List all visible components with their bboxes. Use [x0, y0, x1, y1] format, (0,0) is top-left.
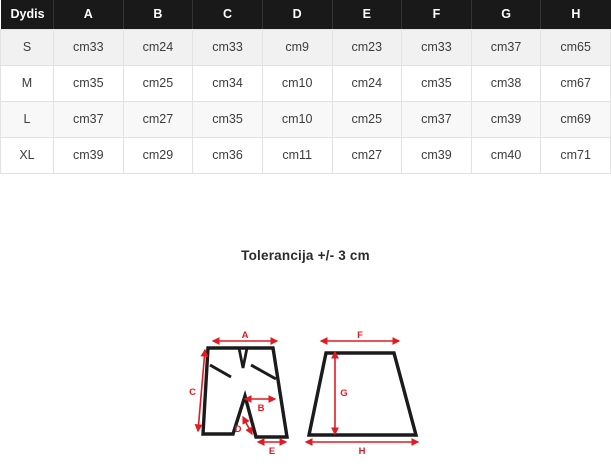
- value-cell: cm40: [471, 137, 541, 173]
- measure-label-g: G: [340, 387, 348, 399]
- value-cell: cm37: [54, 101, 124, 137]
- value-cell: cm35: [54, 65, 124, 101]
- panel-outline: [309, 353, 416, 435]
- value-cell: cm39: [471, 101, 541, 137]
- panel-figure: [306, 330, 418, 457]
- size-measurement-diagram: [188, 327, 423, 463]
- value-cell: cm10: [262, 101, 332, 137]
- value-cell: cm71: [541, 137, 611, 173]
- value-cell: cm39: [54, 137, 124, 173]
- measure-label-c: C: [189, 386, 196, 398]
- header-cell-e: E: [332, 0, 402, 29]
- value-cell: cm65: [541, 29, 611, 65]
- value-cell: cm37: [471, 29, 541, 65]
- value-cell: cm67: [541, 65, 611, 101]
- size-cell: L: [1, 101, 54, 137]
- tolerance-note: Tolerancija +/- 3 cm: [241, 247, 370, 263]
- table-row-m: [1, 65, 611, 101]
- shorts-fly-line: [239, 348, 247, 368]
- header-cell-b: B: [123, 0, 193, 29]
- table-row-l: [1, 101, 611, 137]
- header-cell-c: C: [193, 0, 263, 29]
- value-cell: cm33: [402, 29, 472, 65]
- shorts-right-pocket-line: [251, 365, 276, 379]
- header-cell-d: D: [262, 0, 332, 29]
- measure-label-b: B: [257, 402, 265, 414]
- size-cell: XL: [1, 137, 54, 173]
- value-cell: cm9: [262, 29, 332, 65]
- value-cell: cm24: [123, 29, 193, 65]
- value-cell: cm33: [54, 29, 124, 65]
- measure-label-h: H: [358, 445, 366, 457]
- value-cell: cm37: [402, 101, 472, 137]
- measure-label-e: E: [268, 445, 276, 457]
- value-cell: cm27: [332, 137, 402, 173]
- header-cell-g: G: [471, 0, 541, 29]
- header-cell-a: A: [54, 0, 124, 29]
- size-chart-table: [0, 0, 611, 174]
- value-cell: cm25: [332, 101, 402, 137]
- header-cell-h: H: [541, 0, 611, 29]
- header-cell-f: F: [402, 0, 472, 29]
- measure-label-a: A: [241, 329, 249, 341]
- table-row-s: [1, 29, 611, 65]
- value-cell: cm11: [262, 137, 332, 173]
- value-cell: cm24: [332, 65, 402, 101]
- value-cell: cm34: [193, 65, 263, 101]
- value-cell: cm10: [262, 65, 332, 101]
- value-cell: cm33: [193, 29, 263, 65]
- size-chart-header: [1, 0, 611, 29]
- shorts-left-pocket-line: [210, 365, 231, 377]
- measure-label-f: F: [357, 329, 363, 341]
- value-cell: cm35: [193, 101, 263, 137]
- size-cell: S: [1, 29, 54, 65]
- value-cell: cm29: [123, 137, 193, 173]
- value-cell: cm23: [332, 29, 402, 65]
- value-cell: cm36: [193, 137, 263, 173]
- value-cell: cm25: [123, 65, 193, 101]
- value-cell: cm27: [123, 101, 193, 137]
- header-cell-dydis: Dydis: [1, 0, 54, 29]
- value-cell: cm38: [471, 65, 541, 101]
- size-cell: M: [1, 65, 54, 101]
- value-cell: cm39: [402, 137, 472, 173]
- measure-label-d: D: [234, 423, 242, 435]
- value-cell: cm69: [541, 101, 611, 137]
- value-cell: cm35: [402, 65, 472, 101]
- table-row-xl: [1, 137, 611, 173]
- shorts-figure: [189, 330, 287, 457]
